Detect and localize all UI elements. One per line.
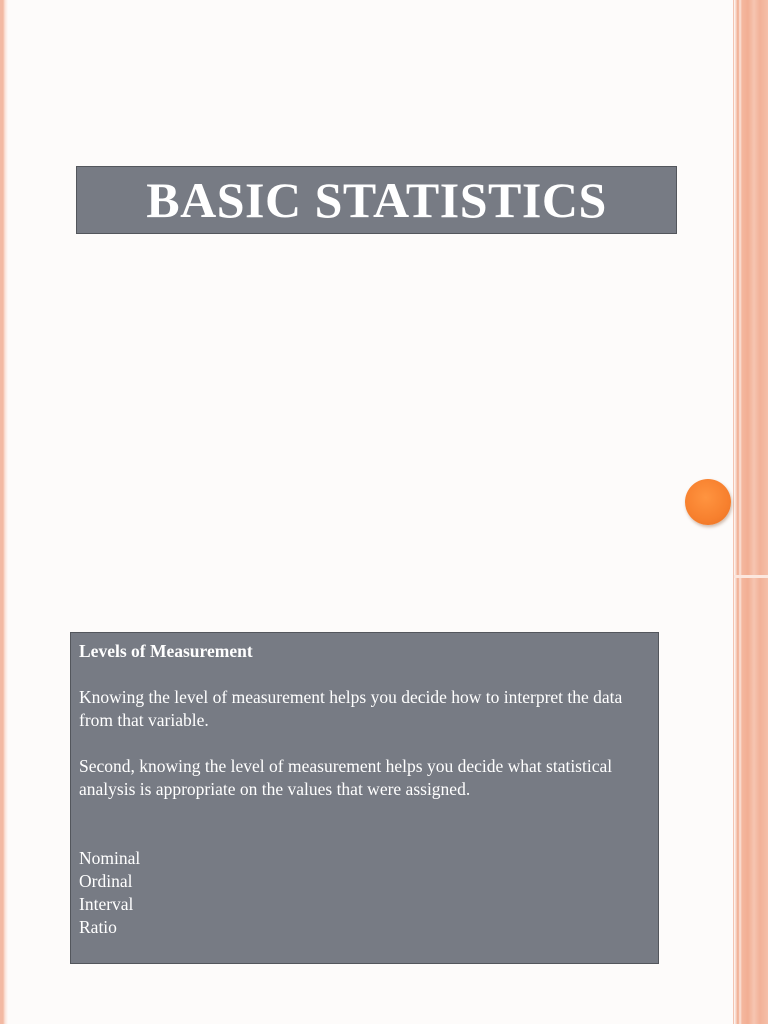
paragraph-statistical-analysis: Second, knowing the level of measurement helps you decide what statistical analysis is appropriate on the values that were assigned.	[79, 756, 613, 799]
slide-title: BASIC STATISTICS	[146, 172, 607, 228]
content-heading: Levels of Measurement	[79, 641, 253, 661]
band-seam	[734, 575, 768, 578]
accent-dot	[685, 479, 731, 525]
left-decorative-edge	[0, 0, 8, 1024]
level-item-ordinal: Ordinal	[79, 871, 133, 891]
paragraph-level-interpretation: Knowing the level of measurement helps you decide how to interpret the data from that variable.	[79, 687, 623, 730]
title-box	[76, 166, 677, 234]
level-item-interval: Interval	[79, 894, 134, 914]
level-item-nominal: Nominal	[79, 848, 141, 868]
content-box	[70, 632, 659, 964]
level-item-ratio: Ratio	[79, 917, 117, 937]
right-decorative-band	[734, 0, 768, 1024]
levels-list	[79, 847, 650, 939]
